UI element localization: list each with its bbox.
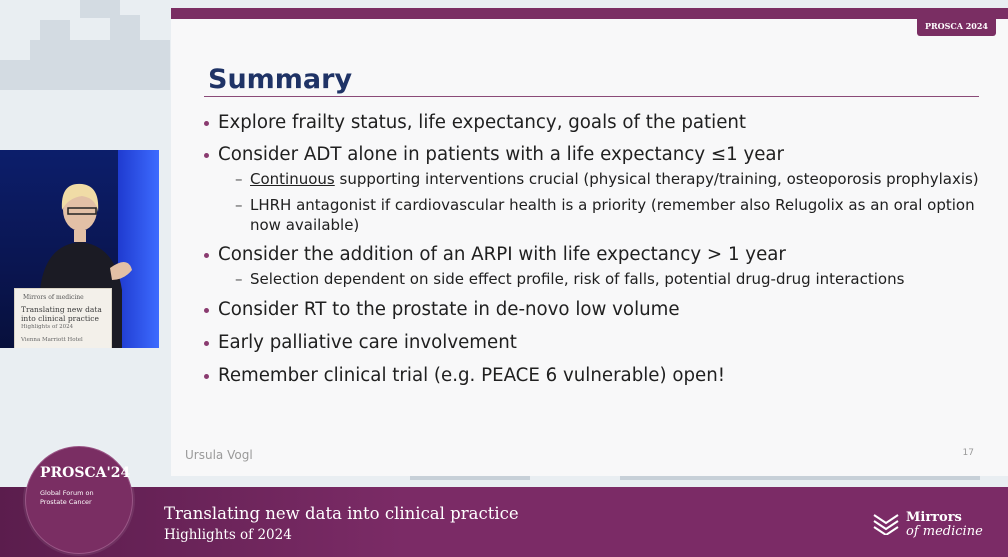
podium-title: Translating new data into clinical practice (21, 305, 102, 323)
slide-author: Ursula Vogl (185, 448, 253, 462)
sub-bullet-item: – Continuous supporting interventions crucial (physical therapy/training, osteoporosis prophylaxis) (235, 169, 994, 189)
event-banner (0, 487, 1008, 557)
sub-bullet-item: – LHRH antagonist if cardiovascular health is a priority (remember also Relugolix as an oral option now available) (235, 195, 994, 235)
presentation-slide (171, 8, 1008, 476)
sub-bullet-item: – Selection dependent on side effect profile, risk of falls, potential drug-drug interactions (235, 269, 994, 289)
event-name: PROSCA'24 (40, 465, 131, 481)
title-divider (204, 96, 979, 97)
podium-logo: Mirrors of medicine (23, 294, 84, 301)
podium-sign (14, 288, 112, 348)
bullet-list (204, 111, 994, 388)
podium-venue: Vienna Marriott Hotel (21, 337, 83, 343)
banner-subline: Highlights of 2024 (164, 527, 292, 543)
sub-bullet-list (218, 269, 994, 289)
bullet-item: Remember clinical trial (e.g. PEACE 6 vulnerable) open! (204, 364, 994, 388)
speaker-video (0, 150, 159, 348)
bullet-item: Consider ADT alone in patients with a life expectancy ≤1 year – Continuous supporting interventions crucial (physical therapy/training, osteoporosis prophylaxis) – LHRH antagonist if cardiovascular health is a priority (remember also Relugolix as an oral option now available) (204, 143, 994, 235)
slide-badge: PROSCA 2024 (917, 16, 996, 36)
mirrors-logo-icon (872, 511, 900, 535)
sub-bullet-list (218, 169, 994, 235)
event-line-1: Global Forum on (40, 489, 94, 497)
brand-name: Mirrors (906, 510, 962, 525)
bullet-item: Early palliative care involvement (204, 331, 994, 355)
podium-subtitle: Highlights of 2024 (21, 324, 74, 330)
slide-title: Summary (208, 64, 353, 95)
event-line-2: Prostate Cancer (40, 498, 92, 506)
banner-headline: Translating new data into clinical practice (164, 504, 519, 523)
prosca-logo (25, 446, 133, 554)
bullet-item: Consider RT to the prostate in de-novo low volume (204, 298, 994, 322)
bullet-item: Explore frailty status, life expectancy, goals of the patient (204, 111, 994, 135)
bullet-item: Consider the addition of an ARPI with life expectancy > 1 year – Selection dependent on side effect profile, risk of falls, potential drug-drug interactions (204, 243, 994, 289)
brand-tagline: of medicine (906, 524, 983, 539)
slide-page-number: 17 (962, 448, 974, 458)
slide-top-bar (171, 8, 1008, 19)
